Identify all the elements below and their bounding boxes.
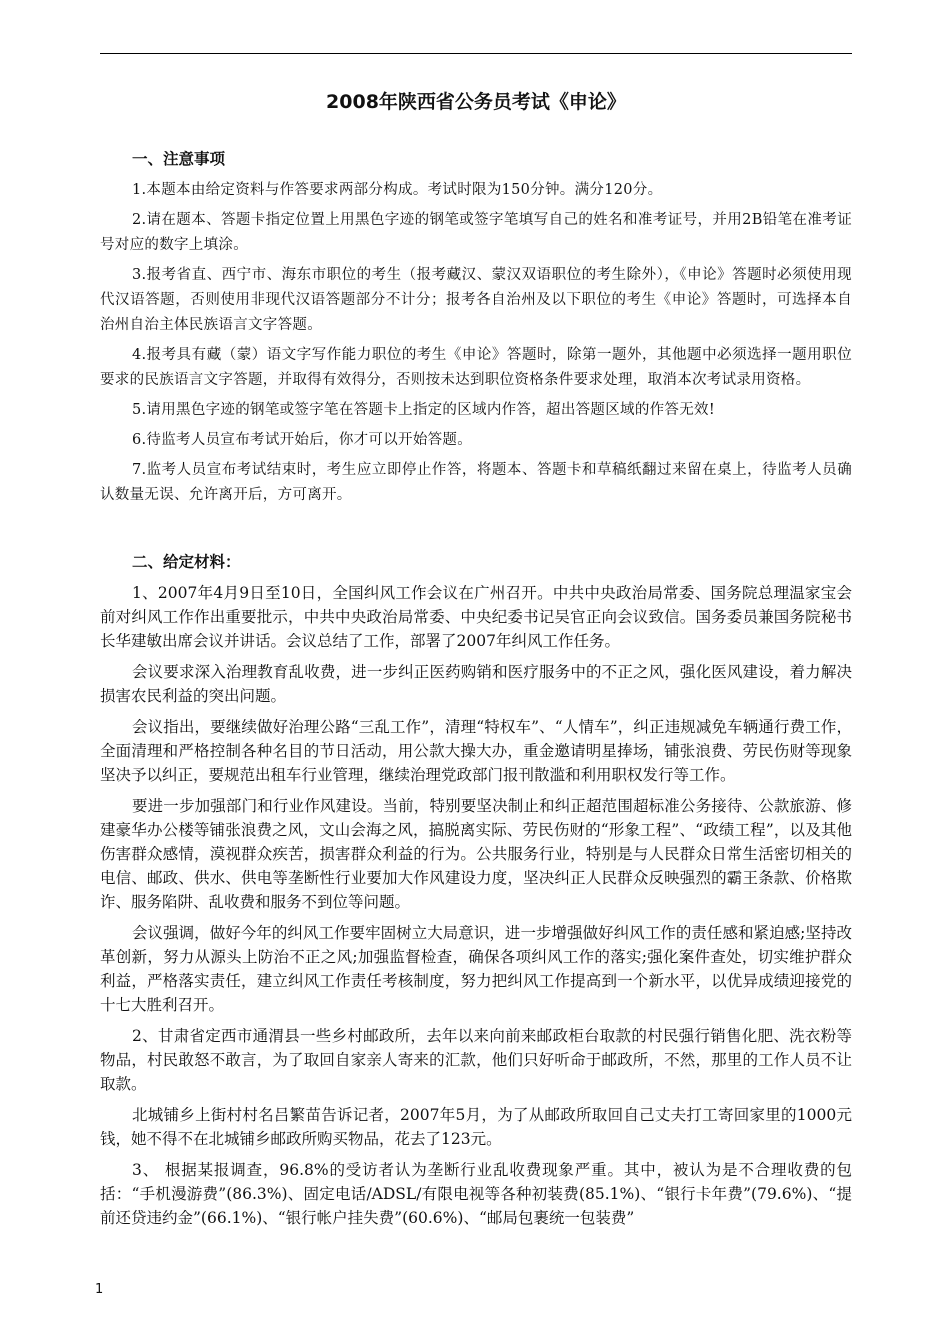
header-rule [100, 53, 852, 54]
material-paragraph: 要进一步加强部门和行业作风建设。当前，特别要坚决制止和纠正超范围超标准公务接待、公款旅游、修建豪华办公楼等铺张浪费之风，文山会海之风，搞脱离实际、劳民伤财的“形象工程”、“政绩工程”，以及其他伤害群众感情，漠视群众疾苦，损害群众利益的行为。公共服务行业，特别是与人民群众日常生活密切相关的电信、邮政、供水、供电等垄断性行业要加大作风建设力度，坚决纠正人民群众反映强烈的霸王条款、价格欺诈、服务陷阱、乱收费和服务不到位等问题。 [100, 797, 852, 911]
section-spacer [100, 513, 852, 551]
notice-item: 6.待监考人员宣布考试开始后，你才可以开始答题。 [132, 432, 473, 448]
document-body [100, 148, 852, 1237]
material-paragraph: 3、 根据某报调查，96.8%的受访者认为垄断行业乱收费现象严重。其中，被认为是不合理收费的包括：“手机漫游费”(86.3%)、固定电话/ADSL/有限电视等各种初装费(85.1%)、“银行卡年费”(79.6%)、“提前还贷违约金”(66.1%)、“银行帐户挂失费”(60.6%)、“邮局包裹统一包装费” [100, 1161, 852, 1227]
notice-item: 1.本题本由给定资料与作答要求两部分构成。考试时限为150分钟。满分120分。 [132, 182, 663, 198]
material-paragraph: 北城铺乡上街村村名吕繁苗告诉记者，2007年5月，为了从邮政所取回自己丈夫打工寄回家里的1000元钱，她不得不在北城铺乡邮政所购买物品，花去了123元。 [100, 1106, 852, 1148]
page-number: 1 [95, 1282, 104, 1297]
material-paragraph: 会议要求深入治理教育乱收费，进一步纠正医药购销和医疗服务中的不正之风，强化医风建设，着力解决损害农民利益的突出问题。 [100, 663, 852, 705]
material-paragraph: 1、2007年4月9日至10日，全国纠风工作会议在广州召开。中共中央政治局常委、国务院总理温家宝会前对纠风工作作出重要批示，中共中央政治局常委、中央纪委书记吴官正向会议致信。国务委员兼国务院秘书长华建敏出席会议并讲话。会议总结了工作，部署了2007年纠风工作任务。 [100, 584, 852, 650]
notice-item: 4.报考具有藏（蒙）语文字写作能力职位的考生《申论》答题时，除第一题外，其他题中必须选择一题用职位要求的民族语言文字答题，并取得有效得分，否则按未达到职位资格条件要求处理，取消本次考试录用资格。 [100, 347, 852, 388]
notice-item: 3.报考省直、西宁市、海东市职位的考生（报考藏汉、蒙汉双语职位的考生除外），《申论》答题时必须使用现代汉语答题，否则使用非现代汉语答题部分不计分；报考各自治州及以下职位的考生《申论》答题时，可选择本自治州自治主体民族语言文字答题。 [100, 267, 852, 333]
material-paragraph: 会议指出，要继续做好治理公路“三乱工作”，清理“特权车”、“人情车”，纠正违规减免车辆通行费工作，全面清理和严格控制各种名目的节日活动，用公款大操大办，重金邀请明星捧场，铺张浪费、劳民伤财等现象坚决予以纠正，要规范出租车行业管理，继续治理党政部门报刊散滥和利用职权发行等工作。 [100, 718, 852, 784]
notice-item: 2.请在题本、答题卡指定位置上用黑色字迹的钢笔或签字笔填写自己的姓名和准考证号，并用2B铅笔在准考证号对应的数字上填涂。 [100, 212, 852, 253]
notice-item: 7.监考人员宣布考试结束时，考生应立即停止作答，将题本、答题卡和草稿纸翻过来留在桌上，待监考人员确认数量无误、允许离开后，方可离开。 [100, 462, 852, 503]
notice-heading: 一、注意事项 [132, 150, 226, 168]
material-paragraph: 2、甘肃省定西市通渭县一些乡村邮政所，去年以来向前来邮政柜台取款的村民强行销售化肥、洗衣粉等物品，村民敢怒不敢言，为了取回自家亲人寄来的汇款，他们只好听命于邮政所，不然，那里的工作人员不让取款。 [100, 1027, 852, 1093]
notice-item: 5.请用黑色字迹的钢笔或签字笔在答题卡上指定的区域内作答，超出答题区域的作答无效! [132, 402, 715, 418]
document-title: 2008年陕西省公务员考试《申论》 [326, 91, 626, 113]
material-paragraph: 会议强调，做好今年的纠风工作要牢固树立大局意识，进一步增强做好纠风工作的责任感和紧迫感;坚持改革创新，努力从源头上防治不正之风;加强监督检查，确保各项纠风工作的落实;强化案件查处，切实维护群众利益，严格落实责任，建立纠风工作责任考核制度，努力把纠风工作提高到一个新水平，以优异成绩迎接党的十七大胜利召开。 [100, 924, 852, 1014]
materials-heading: 二、给定材料： [132, 553, 241, 571]
